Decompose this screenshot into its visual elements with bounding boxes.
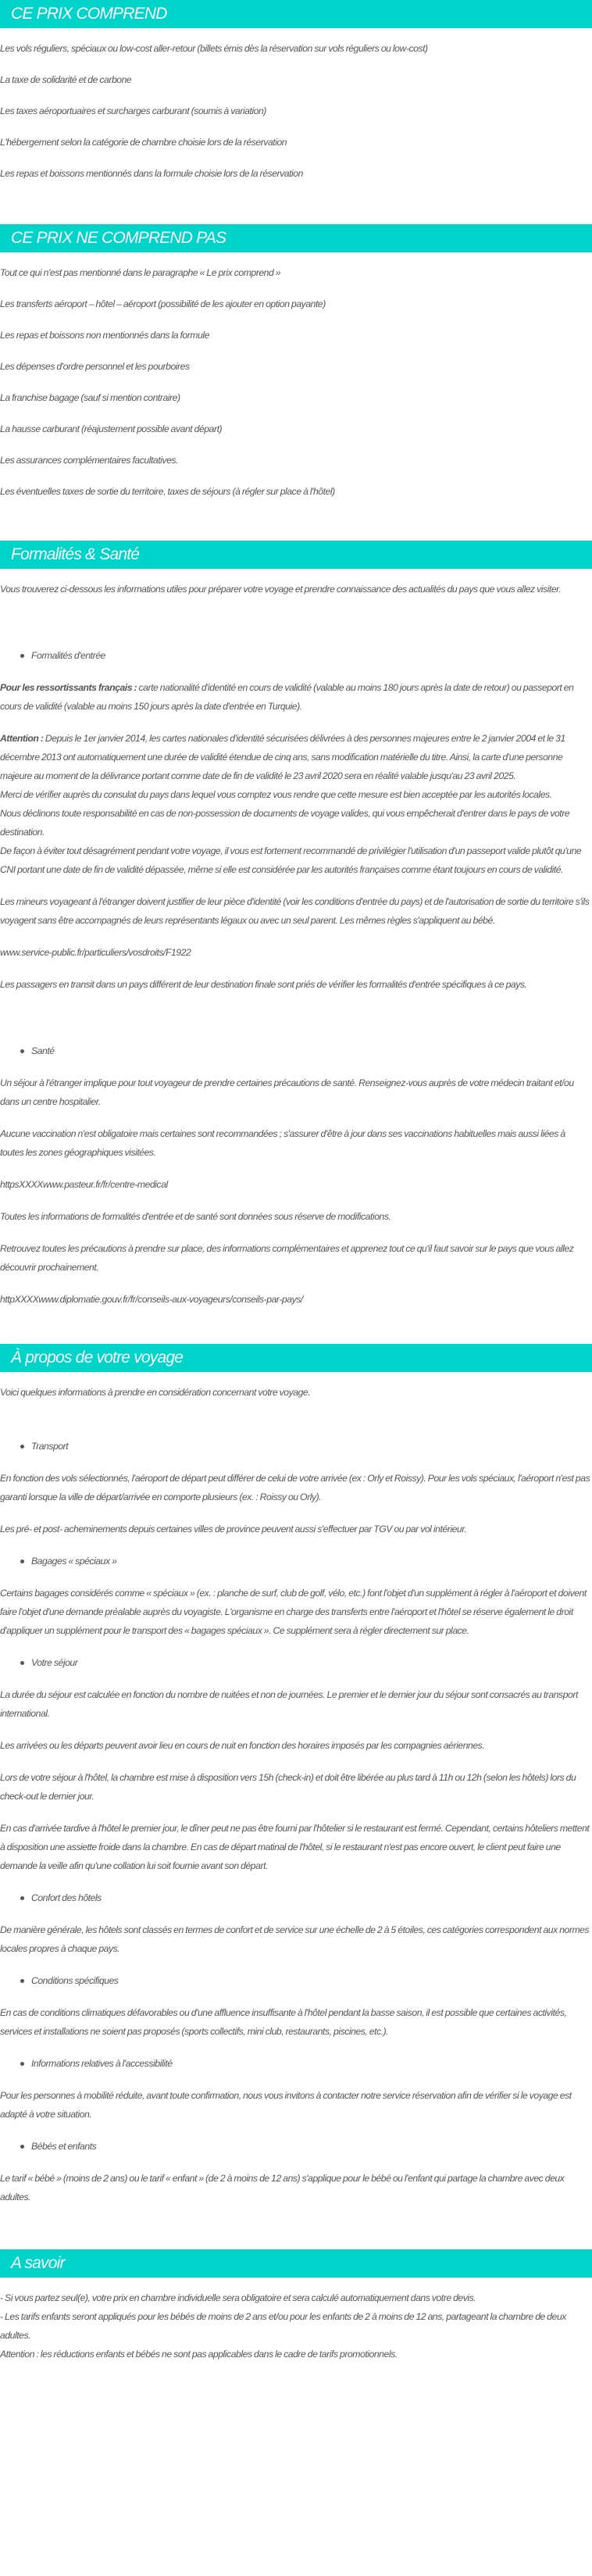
savoir-line: - Si vous partez seul(e), votre prix en chambre individuelle sera obligatoire et sera calculé automatiquement dans votre devis.: [0, 2292, 476, 2303]
attention-line-2: Merci de vérifier auprès du consulat du pays dans lequel vous comptez vous rendre que cette mesure est bien acceptée par les autorités locales.: [0, 789, 552, 800]
transport-paragraph-1: En fonction des vols sélectionnés, l'aéroport de départ peut différer de celui de votre arrivée (ex : Orly et Roissy). Pour les vols spéciaux, l'aéroport n'est pas garanti lorsque la ville de départ/arrivée en comporte plusieurs (ex. : Roissy ou Orly).: [0, 1473, 590, 1502]
bullet-dot-icon: [20, 1560, 24, 1563]
list-item: La franchise bagage (sauf si mention contraire): [0, 392, 180, 403]
bullet-conditions: [0, 1971, 592, 1990]
attention-paragraph: [0, 729, 592, 879]
savoir-line: Attention : les réductions enfants et bébés ne sont pas applicables dans le cadre de tarifs promotionnels.: [0, 2349, 398, 2360]
bullet-dot-icon: [20, 1049, 24, 1053]
attention-line-1: [0, 729, 590, 785]
nationals-text: carte nationalité d'identité en cours de validité (valable au moins 180 jours après la date de retour) ou passeport en cours de validité (valable au moins 150 jours après la date d'entrée en Turquie).: [0, 682, 574, 712]
pasteur-link[interactable]: httpsXXXXwww.pasteur.fr/fr/centre-medical: [0, 1179, 168, 1190]
bullet-dot-icon: [20, 1661, 24, 1665]
transit-paragraph: Les passagers en transit dans un pays différent de leur destination finale sont priés de vérifier les formalités d'entrée spécifiques à ce pays.: [0, 979, 527, 990]
savoir-line: - Les tarifs enfants seront appliqués pour les bébés de moins de 2 ans et/ou pour les enfants de 2 à moins de 12 ans, partageant la chambre de deux adultes.: [0, 2311, 566, 2341]
list-item: L'hébergement selon la catégorie de chambre choisie lors de la réservation: [0, 137, 287, 148]
nationals-paragraph: [0, 678, 592, 716]
section-header-formalites: Formalités & Santé: [0, 541, 592, 569]
conditions-paragraph: En cas de conditions climatiques défavorables ou d'une affluence insuffisante à l'hôtel pendant la basse saison, il est possible que certaines activités, services et installations ne soient pas proposés (sports collectifs, mini club, restaurants, piscines, etc.).: [0, 2007, 567, 2037]
section-header-excludes: CE PRIX NE COMPREND PAS: [0, 224, 592, 252]
bullet-label: Formalités d'entrée: [31, 650, 105, 661]
bullet-label: Informations relatives à l'accessibilité: [31, 2058, 173, 2069]
formalites-intro: Vous trouverez ci-dessous les informations utiles pour préparer votre voyage et prendre connaissance des actualités du pays que vous allez visiter.: [0, 584, 562, 595]
list-item: La hausse carburant (réajustement possible avant départ): [0, 423, 223, 434]
transport-paragraph-2: Les pré- et post- acheminements depuis certaines villes de province peuvent aussi s'effectuer par TGV ou par vol intérieur.: [0, 1524, 467, 1535]
attention-line-3: Nous déclinons toute responsabilité en cas de non-possession de documents de voyage valides, qui vous empêcherait d'entrer dans le pays de votre destination.: [0, 808, 570, 838]
list-item: Tout ce qui n'est pas mentionné dans le paragraphe « Le prix comprend »: [0, 267, 281, 278]
list-item: Les transferts aéroport – hôtel – aéroport (possibilité de les ajouter en option payante): [0, 298, 326, 309]
bullet-bebes-enfants: [0, 2137, 592, 2156]
minors-paragraph: Les mineurs voyageant à l'étranger doivent justifier de leur pièce d'identité (voir les conditions d'entrée du pays) et de l'autorisation de sortie du territoire s'ils voyagent sans être accompagnés de leurs représentants légaux ou avec un seul parent. Les mêmes règles s'appliquent au bébé.: [0, 896, 590, 926]
section-header-includes: CE PRIX COMPREND: [0, 0, 592, 28]
list-item: Les assurances complémentaires facultatives.: [0, 455, 178, 466]
nationals-label: Pour les ressortissants français :: [0, 682, 137, 693]
service-public-link[interactable]: www.service-public.fr/particuliers/vosdroits/F1922: [0, 947, 191, 958]
bullet-sante: [0, 1041, 592, 1060]
list-item: La taxe de solidarité et de carbone: [0, 74, 132, 85]
bullet-sejour: [0, 1653, 592, 1672]
list-item: Les taxes aéroportuaires et surcharges carburant (soumis à variation): [0, 105, 266, 116]
attention-label: Attention :: [0, 733, 44, 744]
bullet-dot-icon: [20, 1896, 24, 1900]
section-header-savoir: A savoir: [0, 2249, 592, 2278]
sejour-paragraph-1: La durée du séjour est calculée en fonction du nombre de nuitées et non de journées. Le premier et le dernier jour du séjour sont consacrés au transport international.: [0, 1689, 578, 1719]
bullet-dot-icon: [20, 654, 24, 658]
excludes-list: [0, 263, 592, 513]
disclaimer-paragraph: Toutes les informations de formalités d'entrée et de santé sont données sous réserve de modifications.: [0, 1211, 391, 1222]
bullet-label: Conditions spécifiques: [31, 1975, 119, 1986]
accessibilite-paragraph: Pour les personnes à mobilité réduite, avant toute confirmation, nous vous invitons à contacter notre service réservation afin de vérifier si le voyage est adapté à votre situation.: [0, 2090, 572, 2120]
bullet-transport: [0, 1437, 592, 1456]
bullet-accessibilite: [0, 2054, 592, 2073]
bullet-label: Votre séjour: [31, 1657, 78, 1668]
sejour-paragraph-4: En cas d'arrivée tardive à l'hôtel le premier jour, le dîner peut ne pas être fourni par l'hôtelier si le restaurant est fermé. Cependant, certains hôteliers mettent à disposition une assiette froide dans la chambre. En cas de départ matinal de l'hôtel, si le restaurant n'est pas encore ouvert, le client peut faire une demande la veille afin qu'une collation lui soit fournie avant son départ.: [0, 1823, 590, 1871]
section-header-voyage: À propos de votre voyage: [0, 1344, 592, 1372]
list-item: Les vols réguliers, spéciaux ou low-cost aller-retour (billets émis dès la réservation sur vols réguliers ou low-cost): [0, 43, 428, 54]
voyage-intro: Voici quelques informations à prendre en considération concernant votre voyage.: [0, 1387, 311, 1398]
bullet-dot-icon: [20, 1445, 24, 1449]
health-paragraph-2: Aucune vaccination n'est obligatoire mais certaines sont recommandées ; s'assurer d'être à jour dans ses vaccinations habituelles mais aussi liées à toutes les zones géographiques visitées.: [0, 1128, 565, 1158]
list-item: Les repas et boissons non mentionnés dans la formule: [0, 330, 209, 341]
bullet-label: Transport: [31, 1441, 69, 1452]
diplomatie-link[interactable]: httpXXXXwww.diplomatie.gouv.fr/fr/conseils-aux-voyageurs/conseils-par-pays/: [0, 1294, 303, 1305]
bullet-bagages: [0, 1552, 592, 1570]
health-paragraph-1: Un séjour à l'étranger implique pour tout voyageur de prendre certaines précautions de santé. Renseignez-vous auprès de votre médecin traitant et/ou dans un centre hospitalier.: [0, 1077, 574, 1107]
confort-paragraph: De manière générale, les hôtels sont classés en termes de confort et de service sur une échelle de 2 à 5 étoiles, ces catégories correspondent aux normes locales propres à chaque pays.: [0, 1924, 590, 1954]
sejour-paragraph-2: Les arrivées ou les départs peuvent avoir lieu en cours de nuit en fonction des horaires imposés par les compagnies aériennes.: [0, 1740, 485, 1751]
bagages-paragraph: Certains bagages considérés comme « spéciaux » (ex. : planche de surf, club de golf, vélo, etc.) font l'objet d'un supplément à régler à l'aéroport et doivent faire l'objet d'une demande préalable auprès du voyagiste. L'organisme en charge des transferts entre l'aéroport et l'hôtel se réserve également le droit d'appliquer un supplément pour le transport des « bagages spéciaux ». Ce supplément sera à régler directement sur place.: [0, 1588, 587, 1636]
list-item: Les repas et boissons mentionnés dans la formule choisie lors de la réservation: [0, 168, 303, 179]
bullet-label: Bagages « spéciaux »: [31, 1556, 117, 1567]
sejour-paragraph-3: Lors de votre séjour à l'hôtel, la chambre est mise à disposition vers 15h (check-in) et doit être libérée au plus tard à 11h ou 12h (selon les hôtels) lors du check-out le dernier jour.: [0, 1772, 576, 1802]
savoir-paragraph: [0, 2288, 592, 2363]
attention-line-4: De façon à éviter tout désagrément pendant votre voyage, il vous est fortement recommandé de privilégier l'utilisation d'un passeport valide plutôt qu'une CNI portant une date de fin de validité dépassée, même si elle est considérée par les autorités françaises comme étant toujours en cours de validité.: [0, 845, 582, 875]
bullet-dot-icon: [20, 1979, 24, 1983]
bullet-dot-icon: [20, 2145, 24, 2149]
more-info-paragraph: Retrouvez toutes les précautions à prendre sur place, des informations complémentaires et apprenez tout ce qu'il faut savoir sur le pays que vous allez découvrir prochainement.: [0, 1243, 574, 1273]
includes-list: [0, 39, 592, 195]
list-item: Les éventuelles taxes de sortie du territoire, taxes de séjours (à régler sur place à l'hôtel): [0, 486, 335, 497]
attention-text: Depuis le 1er janvier 2014, les cartes nationales d'identité sécurisées délivrées à des personnes majeures entre le 2 janvier 2004 et le 31 décembre 2013 ont automatiquement une durée de validité étendue de cinq ans, sans modification matérielle du titre. Ainsi, la carte d'une personne majeure au moment de la délivrance portant comme date de fin de validité le 23 avril 2020 sera en réalité valable jusqu'au 23 avril 2025.: [0, 733, 565, 781]
list-item: Les dépenses d'ordre personnel et les pourboires: [0, 361, 190, 372]
bullet-label: Santé: [31, 1045, 55, 1056]
bebes-enfants-paragraph: Le tarif « bébé » (moins de 2 ans) ou le tarif « enfant » (de 2 à moins de 12 ans) s'applique pour le bébé ou l'enfant qui partage la chambre avec deux adultes.: [0, 2173, 565, 2203]
bullet-label: Bébés et enfants: [31, 2141, 97, 2152]
bullet-formalites-entree: [0, 646, 592, 665]
bullet-confort: [0, 1888, 592, 1907]
bullet-label: Confort des hôtels: [31, 1892, 102, 1903]
bullet-dot-icon: [20, 2062, 24, 2066]
